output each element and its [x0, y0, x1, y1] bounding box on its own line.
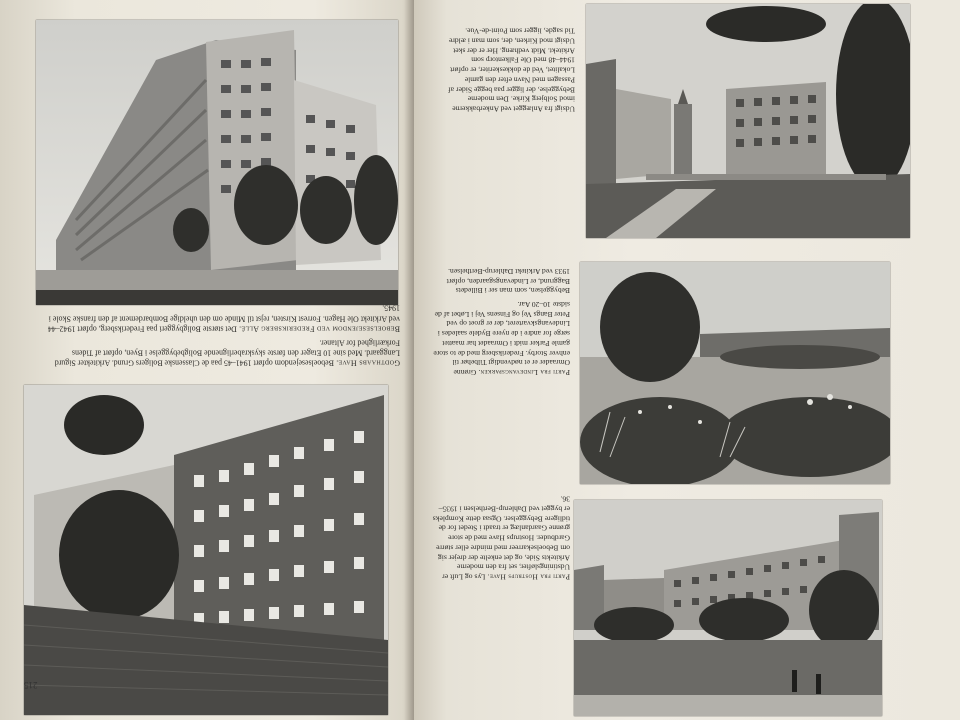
caption-text: Det største Boligbyggeri paa Frederiksberg, opført 1942–44 ved Arkitekt Ole Hagen. Forrest Kirsten, rejst til Minde om den uheldige Bombardement af den franske Skole i 1945. [47, 304, 400, 334]
caption-lead: Beboelsesejendom ved Frederiksberg Allé. [238, 324, 400, 334]
caption-text: Grønne Omraader er et nødvendigt Tilbehør til enhver Storby. Frederiksberg med de to store gamle Parker midt i Omraadet har maattet sørge for andre i de nyere Bydele saaledes i Lindevangskvarteret, der er groet op ved Peter Bangs Vej og Finsens Vej i Løbet af de sidste 10–20 Aar. [433, 299, 570, 377]
right-caption-3 [430, 490, 570, 581]
tall-apartment-block-photo [36, 20, 398, 305]
left-page-caption [40, 299, 400, 368]
caption-lead: Parti fra Lindevangsparken. [478, 367, 570, 377]
brick-apartment-building-photo [24, 385, 388, 715]
caption-lead: Godthaabs Have. [335, 358, 400, 368]
housing-complex-lawn-photo [574, 500, 882, 716]
left-page [0, 0, 418, 720]
right-caption-1 [445, 22, 575, 113]
caption-lead: Parti fra Hostrups Have. [487, 572, 570, 582]
page-number: 215 [24, 680, 38, 690]
park-garden-photo [580, 262, 890, 484]
right-caption-2 [430, 262, 570, 377]
caption-text: Bebyggelsen, som man ser i Billedets Baggrund, er Lindevangsgaarden, opført 1933 ved Arkitekt Dahlerup-Berthelsen. [446, 266, 570, 296]
right-page [414, 0, 960, 720]
street-view-church-photo [586, 4, 910, 238]
caption-text: Beboelsesejendom opført 1941–45 paa de Classenske Boligers Grund. Arkitekter Sigurd Langgaard. Med sine 10 Etager den første skyskraberlignende Boligbebyggelse i Byen, opført af Tidens Forkærlighed for Altaner. [54, 338, 400, 368]
caption-text: Udsigt fra Anlægget ved Ankerbakkerne imod Solbjerg Kirke. Den moderne Bebyggelse, der ligger paa begge Sider af Passagen med Navn efter den gamle Lokalitet, Ved de dokkeskeriter, er opført 1944–48 med Ole Falkentorp som Arkitekt. Midt vedhæng. Her er der sket Udsigt mod Kirken, der, som man i ældre Tid sagde, ligger som Point-de-Vue. [448, 26, 575, 114]
caption-text: Lys og Luft er Udstiningsløfter, set fra den moderne Arkitekts Side, og det enkelte der drejer sig om Beboelsekarreer med mindre eller større Gardbuder. Hostrups Have med de store grønne Gaardanlæg er traadt i Stedet for de tidligere Bebyggelser. Ogsaa dette Kompleks er bygget ved Dahlerup-Berthelsen i 1935–36. [432, 494, 570, 582]
